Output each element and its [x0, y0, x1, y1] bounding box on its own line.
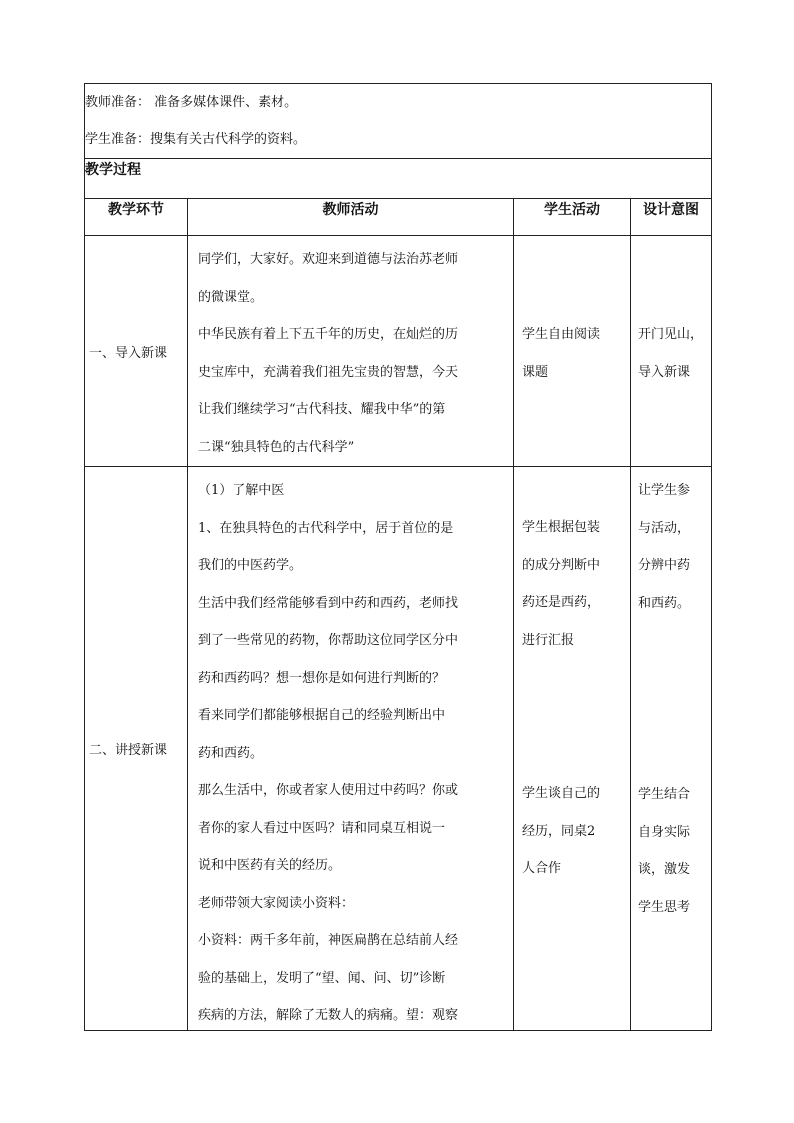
text-line: 学生自由阅读 — [522, 327, 601, 342]
text-line: 我们的中医药学。 — [198, 558, 303, 573]
text-line: 学生结合 — [638, 787, 691, 802]
text-line: 到了一些常见的药物，你帮助这位同学区分中 — [198, 633, 459, 648]
student-activity-cell — [514, 236, 631, 467]
text-line: 学生思考 — [638, 899, 691, 915]
text-line: 说和中医药有关的经历。 — [198, 858, 342, 873]
stage-cell: 二、讲授新课 — [85, 467, 188, 1031]
stage-cell: 一、导入新课 — [85, 236, 188, 467]
text-line: 药和西药。 — [198, 745, 264, 761]
header-teacher-activity: 教师活动 — [188, 199, 514, 236]
text-line: 学生根据包装 — [522, 520, 601, 535]
text-line: 同学们，大家好。欢迎来到道德与法治苏老师 — [198, 252, 459, 267]
text-line: 课题 — [522, 364, 549, 380]
design-intent-cell — [631, 467, 712, 1031]
text-line: 的成分判断中 — [522, 557, 601, 573]
text-line: 自身实际 — [638, 824, 691, 840]
header-stage: 教学环节 — [85, 199, 188, 236]
teacher-preparation: 教师准备： 准备多媒体课件、素材。 — [85, 95, 298, 110]
text-line: 经历，同桌2 — [522, 823, 596, 839]
text-line: 二课“独具特色的古代科学” — [198, 439, 355, 455]
table-row — [85, 467, 712, 1031]
text-line: 谈，激发 — [638, 862, 691, 877]
text-line: 药还是西药， — [522, 595, 601, 610]
text-line: 中华民族有着上下五千年的历史，在灿烂的历 — [198, 327, 459, 342]
text-line: 与活动， — [638, 520, 691, 536]
text-line: 生活中我们经常能够看到中药和西药，老师找 — [198, 595, 459, 611]
text-line: 疾病的方法，解除了无数人的病痛。望：观察 — [198, 1008, 459, 1023]
preparation-cell — [85, 84, 712, 159]
text-line: 那么生活中，你或者家人使用过中药吗？你或 — [198, 783, 459, 798]
text-line: 药和西药吗？想一想你是如何进行判断的？ — [198, 670, 446, 686]
text-line: 老师带领大家阅读小资料： — [198, 895, 355, 911]
text-line: 进行汇报 — [522, 632, 575, 648]
teaching-process-title: 教学过程 — [85, 159, 712, 199]
text-line: 分辨中药 — [638, 558, 691, 573]
text-line: 导入新课 — [638, 364, 691, 380]
header-design-intent: 设计意图 — [631, 199, 712, 236]
text-line: 看来同学们都能够根据自己的经验判断出中 — [198, 708, 446, 723]
student-preparation: 学生准备：搜集有关古代科学的资料。 — [85, 132, 307, 147]
text-line: 让我们继续学习“古代科技、耀我中华”的第 — [198, 402, 446, 417]
design-intent-cell — [631, 236, 712, 467]
text-line: （1）了解中医 — [198, 483, 285, 498]
teacher-activity-cell — [188, 467, 514, 1031]
text-line: 1、在独具特色的古代科学中，居于首位的是 — [198, 520, 454, 536]
text-line: 和西药。 — [638, 595, 691, 611]
header-student-activity: 学生活动 — [514, 199, 631, 236]
text-line: 的微课堂。 — [198, 289, 264, 305]
text-line: 史宝库中，充满着我们祖先宝贵的智慧，今天 — [198, 364, 459, 380]
lesson-plan-table — [84, 83, 712, 1031]
text-line: 学生谈自己的 — [522, 786, 601, 801]
text-line: 让学生参 — [638, 483, 691, 498]
text-line: 小资料：两千多年前，神医扁鹊在总结前人经 — [198, 933, 459, 948]
text-line: 人合作 — [522, 861, 562, 876]
teacher-activity-cell — [188, 236, 514, 467]
table-row — [85, 236, 712, 467]
student-activity-cell — [514, 467, 631, 1031]
text-line: 者你的家人看过中医吗？请和同桌互相说一 — [198, 820, 446, 836]
text-line: 开门见山， — [638, 327, 704, 342]
text-line: 验的基础上，发明了“望、闻、问、切”诊断 — [198, 970, 446, 986]
